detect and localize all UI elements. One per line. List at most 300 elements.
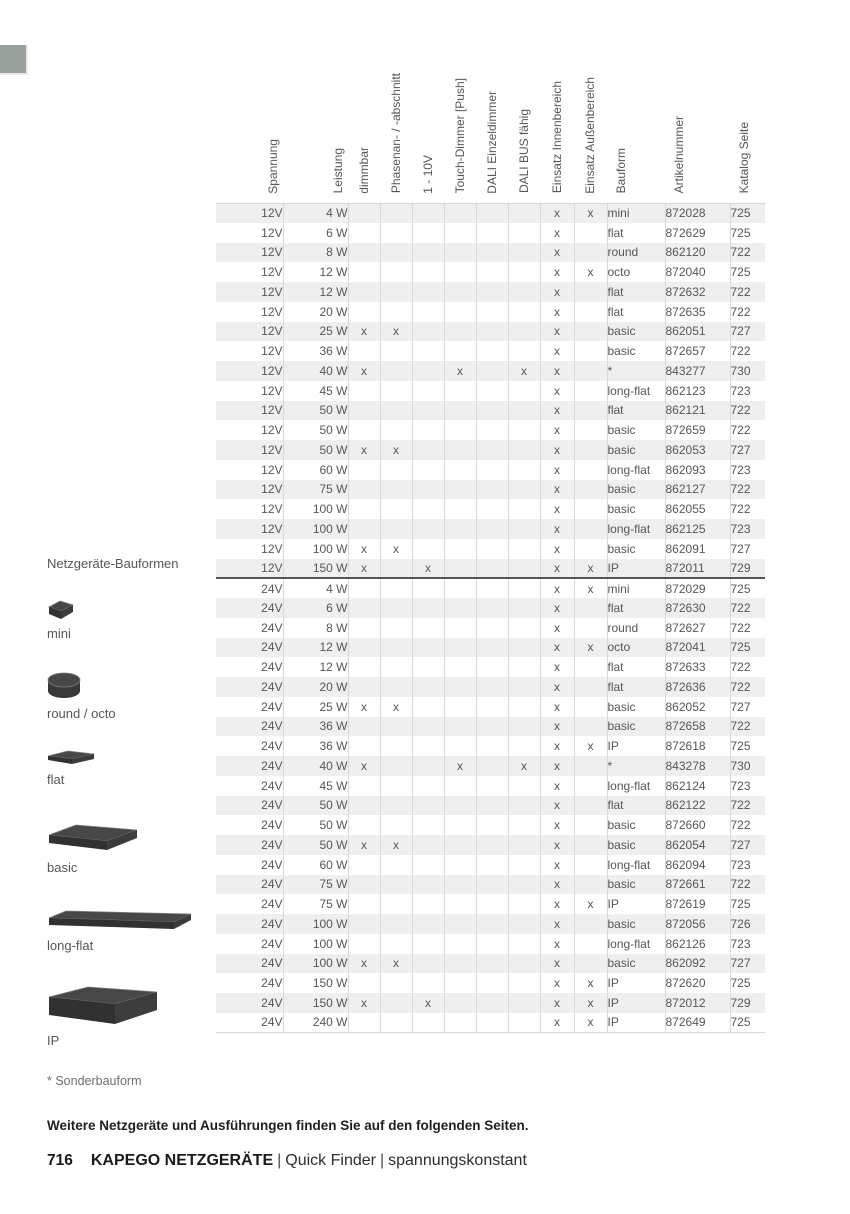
cell-leistung: 12 W [283,262,348,282]
cell-dali-bus [508,717,540,737]
cell-touch-dimmer [444,894,476,914]
cell-eins-bis-10v [412,677,444,697]
cell-spannung: 24V [261,936,283,951]
cell-spannung: 24V [261,679,283,694]
table-row [216,954,765,974]
cell-eins-bis-10v [412,203,444,223]
cell-dali-einzeldimmer [476,697,508,717]
cell-dali-einzeldimmer [476,796,508,816]
cell-einsatz-innenbereich: x [540,914,574,934]
cell-dali-bus [508,618,540,638]
cell-leistung: 100 W [283,934,348,954]
cell-katalog-seite: 722 [730,480,765,500]
cell-leistung: 100 W [283,539,348,559]
cell-phasenabschnitt [380,381,412,401]
cell-dali-einzeldimmer [476,855,508,875]
cell-leistung: 240 W [283,1013,348,1033]
cell-dali-einzeldimmer [476,341,508,361]
cell-bauform: flat [607,598,665,618]
cell-einsatz-aussenbereich: x [574,638,607,658]
cell-dali-bus [508,341,540,361]
cell-dali-einzeldimmer [476,203,508,223]
cell-katalog-seite: 725 [730,736,765,756]
cell-dimmbar [348,480,380,500]
cell-katalog-seite: 722 [730,282,765,302]
cell-einsatz-aussenbereich [574,381,607,401]
cell-einsatz-aussenbereich: x [574,1013,607,1033]
cell-einsatz-aussenbereich [574,440,607,460]
cell-touch-dimmer [444,420,476,440]
cell-katalog-seite: 725 [730,638,765,658]
cell-touch-dimmer [444,618,476,638]
cell-bauform: long-flat [607,934,665,954]
cell-leistung: 20 W [283,677,348,697]
cell-phasenabschnitt [380,756,412,776]
cell-einsatz-innenbereich: x [540,638,574,658]
cell-leistung: 36 W [283,736,348,756]
cell-dali-bus [508,203,540,223]
cell-phasenabschnitt [380,598,412,618]
cell-touch-dimmer [444,697,476,717]
cell-touch-dimmer [444,598,476,618]
cell-katalog-seite: 722 [730,677,765,697]
cell-katalog-seite: 725 [730,973,765,993]
cell-dimmbar: x [348,559,380,579]
cell-katalog-seite: 722 [730,875,765,895]
cell-spannung: 24V [261,640,283,655]
bauform-item-label: basic [47,860,78,875]
cell-touch-dimmer [444,855,476,875]
cell-einsatz-aussenbereich: x [574,894,607,914]
cell-einsatz-aussenbereich [574,815,607,835]
cell-bauform: IP [607,993,665,1013]
cell-phasenabschnitt [380,776,412,796]
cell-bauform: basic [607,322,665,342]
cell-dali-einzeldimmer [476,322,508,342]
table-row [216,993,765,1013]
cell-artikelnummer: 872627 [665,618,730,638]
cell-dali-einzeldimmer [476,756,508,776]
cell-leistung: 4 W [283,203,348,223]
cell-einsatz-aussenbereich [574,322,607,342]
cell-spannung: 24V [216,578,283,598]
cell-artikelnummer: 862122 [665,796,730,816]
cell-einsatz-aussenbereich [574,401,607,421]
table-row [216,796,765,816]
cell-dimmbar [348,302,380,322]
cell-katalog-seite: 729 [730,993,765,1013]
table-row [216,835,765,855]
cell-einsatz-aussenbereich [574,302,607,322]
cell-katalog-seite: 722 [730,401,765,421]
cell-touch-dimmer [444,677,476,697]
cell-touch-dimmer [444,559,476,579]
cell-touch-dimmer [444,440,476,460]
cell-katalog-seite: 727 [730,440,765,460]
cell-leistung: 100 W [283,519,348,539]
cell-leistung: 36 W [283,717,348,737]
cell-eins-bis-10v [412,717,444,737]
cell-einsatz-aussenbereich: x [574,973,607,993]
table-row [216,855,765,875]
cell-touch-dimmer [444,460,476,480]
cell-dimmbar: x [348,440,380,460]
bauform-item-label: IP [47,1033,60,1048]
cell-eins-bis-10v [412,302,444,322]
cell-dali-einzeldimmer [476,914,508,934]
cell-artikelnummer: 872618 [665,736,730,756]
cell-katalog-seite: 725 [730,262,765,282]
cell-bauform: IP [607,1013,665,1033]
cell-phasenabschnitt [380,717,412,737]
cell-artikelnummer: 843278 [665,756,730,776]
cell-phasenabschnitt [380,243,412,263]
cell-spannung: 24V [261,995,283,1010]
cell-leistung: 4 W [283,578,348,598]
footer-separator: | [277,1152,282,1169]
cell-artikelnummer: 872649 [665,1013,730,1033]
cell-artikelnummer: 872629 [665,223,730,243]
cell-bauform: basic [607,420,665,440]
table-row [216,361,765,381]
cell-artikelnummer: 872012 [665,993,730,1013]
cell-bauform: basic [607,480,665,500]
cell-dimmbar [348,460,380,480]
cell-einsatz-innenbereich: x [540,736,574,756]
cell-katalog-seite: 723 [730,934,765,954]
cell-touch-dimmer [444,401,476,421]
table-row [216,499,765,519]
cell-spannung: 12V [261,560,283,575]
cell-dali-einzeldimmer [476,243,508,263]
cell-touch-dimmer: x [444,756,476,776]
column-header-bauform: Bauform [614,148,628,194]
cell-artikelnummer: 862053 [665,440,730,460]
cell-phasenabschnitt [380,638,412,658]
table-row [216,776,765,796]
cell-artikelnummer: 862121 [665,401,730,421]
cell-artikelnummer: 862127 [665,480,730,500]
cell-einsatz-innenbereich: x [540,618,574,638]
cell-touch-dimmer [444,341,476,361]
cell-spannung: 12V [261,245,283,260]
cell-dimmbar [348,875,380,895]
cell-einsatz-aussenbereich [574,598,607,618]
cell-phasenabschnitt [380,1013,412,1033]
cell-dimmbar [348,855,380,875]
cell-leistung: 150 W [283,559,348,579]
bauformen-sidebar [47,556,212,571]
bauformen-heading: Netzgeräte-Bauformen [47,556,179,571]
page-number: 716 [47,1152,73,1169]
cell-dimmbar [348,717,380,737]
column-header-spannung: Spannung [266,138,280,194]
cell-dali-einzeldimmer [476,539,508,559]
cell-touch-dimmer [444,993,476,1013]
cell-dali-bus [508,815,540,835]
cell-katalog-seite: 722 [730,302,765,322]
cell-bauform: flat [607,677,665,697]
cell-katalog-seite: 725 [730,1013,765,1033]
cell-touch-dimmer [444,934,476,954]
cell-dali-einzeldimmer [476,401,508,421]
cell-bauform: basic [607,697,665,717]
cell-phasenabschnitt [380,361,412,381]
cell-artikelnummer: 872630 [665,598,730,618]
cell-phasenabschnitt [380,736,412,756]
cell-einsatz-innenbereich: x [540,499,574,519]
cell-dali-einzeldimmer [476,598,508,618]
cell-dimmbar [348,203,380,223]
cell-dimmbar [348,973,380,993]
cell-artikelnummer: 872635 [665,302,730,322]
cell-einsatz-aussenbereich [574,657,607,677]
cell-eins-bis-10v [412,282,444,302]
cell-dali-einzeldimmer [476,262,508,282]
cell-leistung: 75 W [283,894,348,914]
cell-phasenabschnitt [380,480,412,500]
cell-katalog-seite: 725 [730,894,765,914]
cell-dali-bus [508,539,540,559]
cell-bauform: round [607,243,665,263]
cell-leistung: 25 W [283,322,348,342]
cell-artikelnummer: 862126 [665,934,730,954]
table-row [216,322,765,342]
cell-einsatz-innenbereich: x [540,361,574,381]
cell-dimmbar: x [348,993,380,1013]
cell-eins-bis-10v [412,756,444,776]
cell-einsatz-innenbereich: x [540,657,574,677]
cell-artikelnummer: 872633 [665,657,730,677]
cell-spannung: 24V [216,1013,283,1033]
page-footer [47,1152,527,1170]
cell-artikelnummer: 872632 [665,282,730,302]
cell-spannung: 12V [261,482,283,497]
cell-einsatz-innenbereich: x [540,1013,574,1033]
cell-spannung: 24V [261,739,283,754]
cell-dali-bus [508,559,540,579]
cell-einsatz-aussenbereich [574,914,607,934]
cell-phasenabschnitt [380,420,412,440]
cell-spannung: 12V [261,225,283,240]
table-row [216,1013,765,1033]
cell-touch-dimmer [444,657,476,677]
cell-touch-dimmer [444,322,476,342]
cell-eins-bis-10v [412,875,444,895]
cell-bauform: * [607,361,665,381]
cell-bauform: basic [607,835,665,855]
cell-touch-dimmer [444,282,476,302]
table-row [216,401,765,421]
cell-touch-dimmer [444,539,476,559]
cell-eins-bis-10v [412,361,444,381]
cell-katalog-seite: 722 [730,717,765,737]
cell-leistung: 50 W [283,401,348,421]
cell-eins-bis-10v [412,460,444,480]
cell-einsatz-innenbereich: x [540,519,574,539]
cell-spannung: 12V [261,304,283,319]
cell-bauform: long-flat [607,855,665,875]
cell-eins-bis-10v [412,420,444,440]
cell-dali-bus [508,776,540,796]
cell-einsatz-innenbereich: x [540,677,574,697]
cell-dali-einzeldimmer [476,480,508,500]
cell-artikelnummer: 862052 [665,697,730,717]
table-row [216,480,765,500]
cell-phasenabschnitt: x [380,539,412,559]
table-row [216,973,765,993]
cell-einsatz-innenbereich: x [540,420,574,440]
cell-artikelnummer: 872620 [665,973,730,993]
cell-dimmbar [348,578,380,598]
cell-bauform: basic [607,539,665,559]
bauform-item-basic [47,822,139,875]
cell-dali-bus [508,460,540,480]
cell-katalog-seite: 725 [730,223,765,243]
cell-eins-bis-10v [412,381,444,401]
cell-artikelnummer: 862093 [665,460,730,480]
cell-dimmbar [348,894,380,914]
cell-bauform: basic [607,914,665,934]
cell-einsatz-innenbereich: x [540,934,574,954]
column-header-dali-einzeldimmer: DALI Einzeldimmer [484,90,499,194]
cell-artikelnummer: 862092 [665,954,730,974]
cell-eins-bis-10v [412,855,444,875]
cell-spannung: 12V [261,403,283,418]
cell-leistung: 50 W [283,440,348,460]
table-row [216,223,765,243]
cell-dali-bus [508,894,540,914]
cell-einsatz-aussenbereich [574,499,607,519]
cell-einsatz-aussenbereich [574,282,607,302]
cell-dali-bus [508,598,540,618]
cell-einsatz-innenbereich: x [540,756,574,776]
cell-dimmbar: x [348,697,380,717]
cell-dali-bus: x [508,361,540,381]
cell-dali-bus [508,401,540,421]
more-products-note: Weitere Netzgeräte und Ausführungen finden Sie auf den folgenden Seiten. [47,1118,529,1133]
cell-leistung: 60 W [283,855,348,875]
cell-phasenabschnitt [380,519,412,539]
cell-artikelnummer: 862055 [665,499,730,519]
ip-box-icon [47,983,159,1027]
cell-katalog-seite: 722 [730,618,765,638]
cell-einsatz-innenbereich: x [540,559,574,579]
cell-leistung: 8 W [283,618,348,638]
quick-finder-table-wrap [216,55,765,1033]
cell-einsatz-innenbereich: x [540,954,574,974]
cell-phasenabschnitt [380,618,412,638]
cell-einsatz-aussenbereich [574,243,607,263]
table-row [216,341,765,361]
cell-leistung: 50 W [283,835,348,855]
cell-leistung: 50 W [283,420,348,440]
cell-eins-bis-10v [412,815,444,835]
cell-dali-bus [508,499,540,519]
cell-katalog-seite: 729 [730,559,765,579]
cell-leistung: 45 W [283,381,348,401]
cell-spannung: 24V [261,778,283,793]
bauform-item-ip [47,983,159,1048]
cell-spannung: 24V [261,956,283,971]
cell-phasenabschnitt [380,677,412,697]
cell-artikelnummer: 872658 [665,717,730,737]
cell-einsatz-innenbereich: x [540,598,574,618]
cell-dali-einzeldimmer [476,361,508,381]
cell-einsatz-aussenbereich [574,223,607,243]
cell-dali-bus [508,282,540,302]
cell-einsatz-innenbereich: x [540,223,574,243]
cell-bauform: flat [607,401,665,421]
cell-einsatz-innenbereich: x [540,697,574,717]
cell-spannung: 12V [261,442,283,457]
cell-dimmbar [348,638,380,658]
table-row [216,578,765,598]
cell-artikelnummer: 862094 [665,855,730,875]
bauform-item-flat [47,750,95,787]
column-header-leistung: Leistung [331,148,345,194]
cell-dali-bus [508,480,540,500]
cell-spannung: 24V [261,877,283,892]
cell-dali-bus [508,954,540,974]
table-row [216,914,765,934]
cell-bauform: mini [607,578,665,598]
cell-phasenabschnitt [380,559,412,579]
cell-dali-einzeldimmer [476,993,508,1013]
cell-einsatz-innenbereich: x [540,480,574,500]
cell-eins-bis-10v [412,519,444,539]
cell-phasenabschnitt [380,262,412,282]
flat-box-icon [47,750,95,766]
cell-dali-bus [508,677,540,697]
cell-dali-bus [508,875,540,895]
cell-bauform: IP [607,736,665,756]
cell-eins-bis-10v [412,243,444,263]
table-row [216,302,765,322]
cell-touch-dimmer [444,1013,476,1033]
cell-dali-bus [508,638,540,658]
cell-einsatz-innenbereich: x [540,894,574,914]
cell-dali-einzeldimmer [476,420,508,440]
table-row [216,559,765,579]
cell-spannung: 12V [261,521,283,536]
cell-einsatz-aussenbereich: x [574,993,607,1013]
cell-einsatz-innenbereich: x [540,973,574,993]
cell-dali-bus [508,302,540,322]
cell-dimmbar: x [348,835,380,855]
cell-dimmbar [348,598,380,618]
cell-bauform: flat [607,282,665,302]
cell-touch-dimmer [444,203,476,223]
table-row [216,894,765,914]
cell-leistung: 6 W [283,223,348,243]
cell-bauform: long-flat [607,776,665,796]
cell-bauform: flat [607,223,665,243]
cell-touch-dimmer [444,914,476,934]
cell-touch-dimmer [444,262,476,282]
cell-bauform: IP [607,894,665,914]
cell-bauform: basic [607,499,665,519]
cell-katalog-seite: 725 [730,203,765,223]
table-row [216,420,765,440]
cell-dali-einzeldimmer [476,815,508,835]
cell-spannung: 24V [261,897,283,912]
column-header-einsatz-innenbereich: Einsatz Innenbereich [549,81,564,194]
column-header-phasenabschnitt: Phasenan- / -abschnitt [388,73,403,194]
cell-einsatz-aussenbereich: x [574,578,607,598]
cell-dali-einzeldimmer [476,677,508,697]
cell-eins-bis-10v [412,578,444,598]
